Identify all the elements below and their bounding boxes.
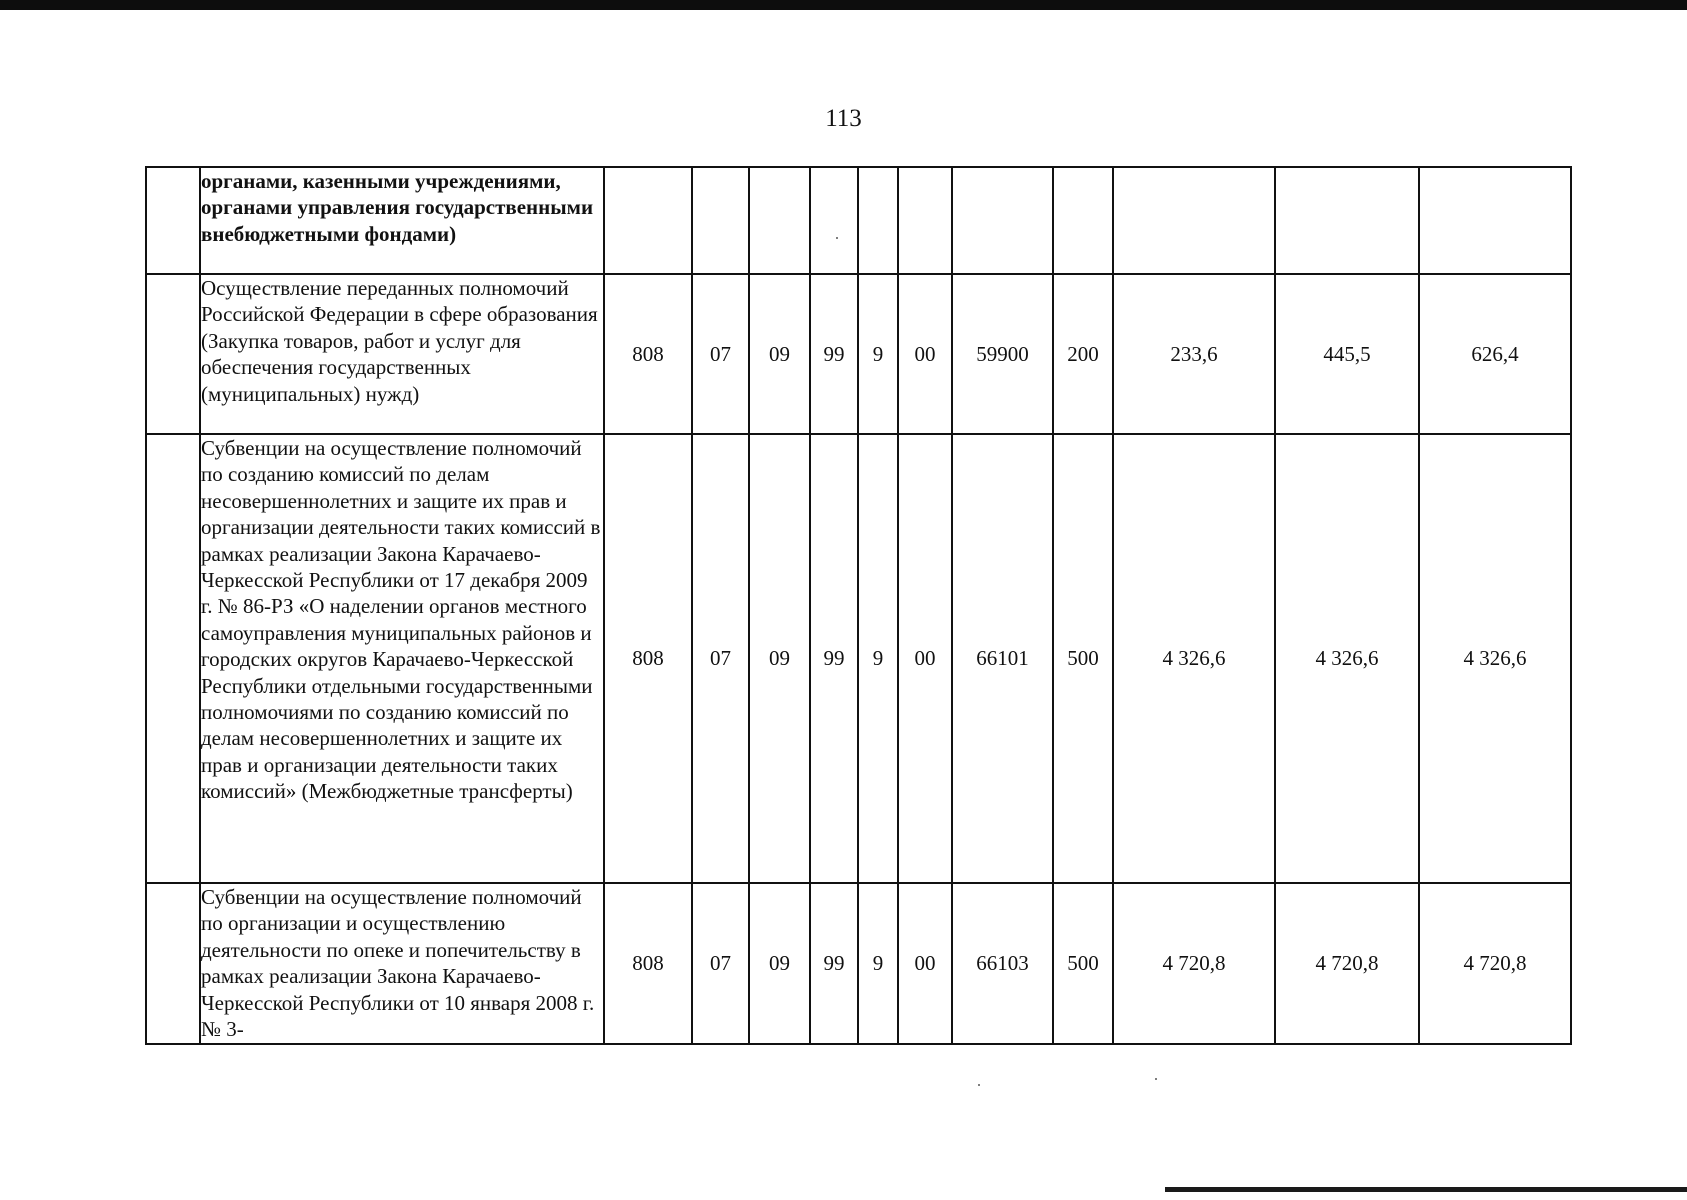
subsection-code-cell: 09 bbox=[749, 883, 810, 1044]
section-code-cell: 07 bbox=[692, 274, 749, 434]
measure-code-cell: 00 bbox=[898, 434, 952, 883]
subprogram-code-cell bbox=[858, 167, 898, 274]
ministry-code-cell: 808 bbox=[604, 434, 692, 883]
measure-code-cell bbox=[898, 167, 952, 274]
subprogram-code-cell: 9 bbox=[858, 434, 898, 883]
table-row bbox=[146, 167, 1571, 274]
scan-edge-bottom bbox=[1165, 1187, 1687, 1192]
section-code-cell: 07 bbox=[692, 883, 749, 1044]
page-number: 113 bbox=[825, 105, 862, 132]
table-row bbox=[146, 883, 1571, 1044]
amount-year-2-cell bbox=[1275, 167, 1419, 274]
amount-year-3-cell bbox=[1419, 167, 1571, 274]
program-code-cell: 99 bbox=[810, 274, 858, 434]
direction-code-cell bbox=[952, 167, 1053, 274]
program-code-cell: 99 bbox=[810, 434, 858, 883]
direction-code-cell: 59900 bbox=[952, 274, 1053, 434]
measure-code-cell: 00 bbox=[898, 883, 952, 1044]
budget-table bbox=[145, 166, 1572, 1045]
ministry-code-cell: 808 bbox=[604, 883, 692, 1044]
subsection-code-cell: 09 bbox=[749, 274, 810, 434]
direction-code-cell: 66103 bbox=[952, 883, 1053, 1044]
amount-year-3-cell: 4 720,8 bbox=[1419, 883, 1571, 1044]
amount-year-3-cell: 626,4 bbox=[1419, 274, 1571, 434]
row-number-cell bbox=[146, 883, 200, 1044]
scan-edge-top bbox=[0, 0, 1687, 10]
section-code-cell: 07 bbox=[692, 434, 749, 883]
subsection-code-cell: 09 bbox=[749, 434, 810, 883]
expense-type-code-cell: 200 bbox=[1053, 274, 1113, 434]
amount-year-2-cell: 445,5 bbox=[1275, 274, 1419, 434]
amount-year-2-cell: 4 326,6 bbox=[1275, 434, 1419, 883]
amount-year-1-cell: 233,6 bbox=[1113, 274, 1275, 434]
scan-speck bbox=[978, 1084, 980, 1086]
table-row bbox=[146, 274, 1571, 434]
direction-code-cell: 66101 bbox=[952, 434, 1053, 883]
description-cell: Субвенции на осуществление полномочий по созданию комиссий по делам несовершеннолетних и защите их прав и организации деятельности таких комиссий в рамках реализации Закона Карачаево-Черкесской Республики от 17 декабря 2009 г. № 86-РЗ «О наделении органов местного самоуправления муниципальных районов и городских округов Карачаево-Черкесской Республики отдельными государственными полномочиями по созданию комиссий по делам несовершеннолетних и защите их прав и организации деятельности таких комиссий» (Межбюджетные трансферты) bbox=[200, 434, 604, 883]
row-number-cell bbox=[146, 274, 200, 434]
description-cell: Осуществление переданных полномочий Российской Федерации в сфере образования (Закупка товаров, работ и услуг для обеспечения государственных (муниципальных) нужд) bbox=[200, 274, 604, 434]
amount-year-3-cell: 4 326,6 bbox=[1419, 434, 1571, 883]
expense-type-code-cell: 500 bbox=[1053, 883, 1113, 1044]
amount-year-1-cell: 4 720,8 bbox=[1113, 883, 1275, 1044]
table-row bbox=[146, 434, 1571, 883]
amount-year-1-cell bbox=[1113, 167, 1275, 274]
expense-type-code-cell bbox=[1053, 167, 1113, 274]
expense-type-code-cell: 500 bbox=[1053, 434, 1113, 883]
description-cell: органами, казенными учреждениями, органами управления государственными внебюджетными фондами) bbox=[200, 167, 604, 274]
ministry-code-cell: 808 bbox=[604, 274, 692, 434]
description-cell: Субвенции на осуществление полномочий по организации и осуществлению деятельности по опеке и попечительству в рамках реализации Закона Карачаево-Черкесской Республики от 10 января 2008 г. № 3- bbox=[200, 883, 604, 1044]
program-code-cell: 99 bbox=[810, 883, 858, 1044]
ministry-code-cell bbox=[604, 167, 692, 274]
amount-year-1-cell: 4 326,6 bbox=[1113, 434, 1275, 883]
scan-speck bbox=[1155, 1078, 1157, 1080]
row-number-cell bbox=[146, 167, 200, 274]
measure-code-cell: 00 bbox=[898, 274, 952, 434]
row-number-cell bbox=[146, 434, 200, 883]
section-code-cell bbox=[692, 167, 749, 274]
program-code-cell bbox=[810, 167, 858, 274]
subsection-code-cell bbox=[749, 167, 810, 274]
amount-year-2-cell: 4 720,8 bbox=[1275, 883, 1419, 1044]
subprogram-code-cell: 9 bbox=[858, 883, 898, 1044]
subprogram-code-cell: 9 bbox=[858, 274, 898, 434]
scan-speck bbox=[836, 237, 838, 239]
